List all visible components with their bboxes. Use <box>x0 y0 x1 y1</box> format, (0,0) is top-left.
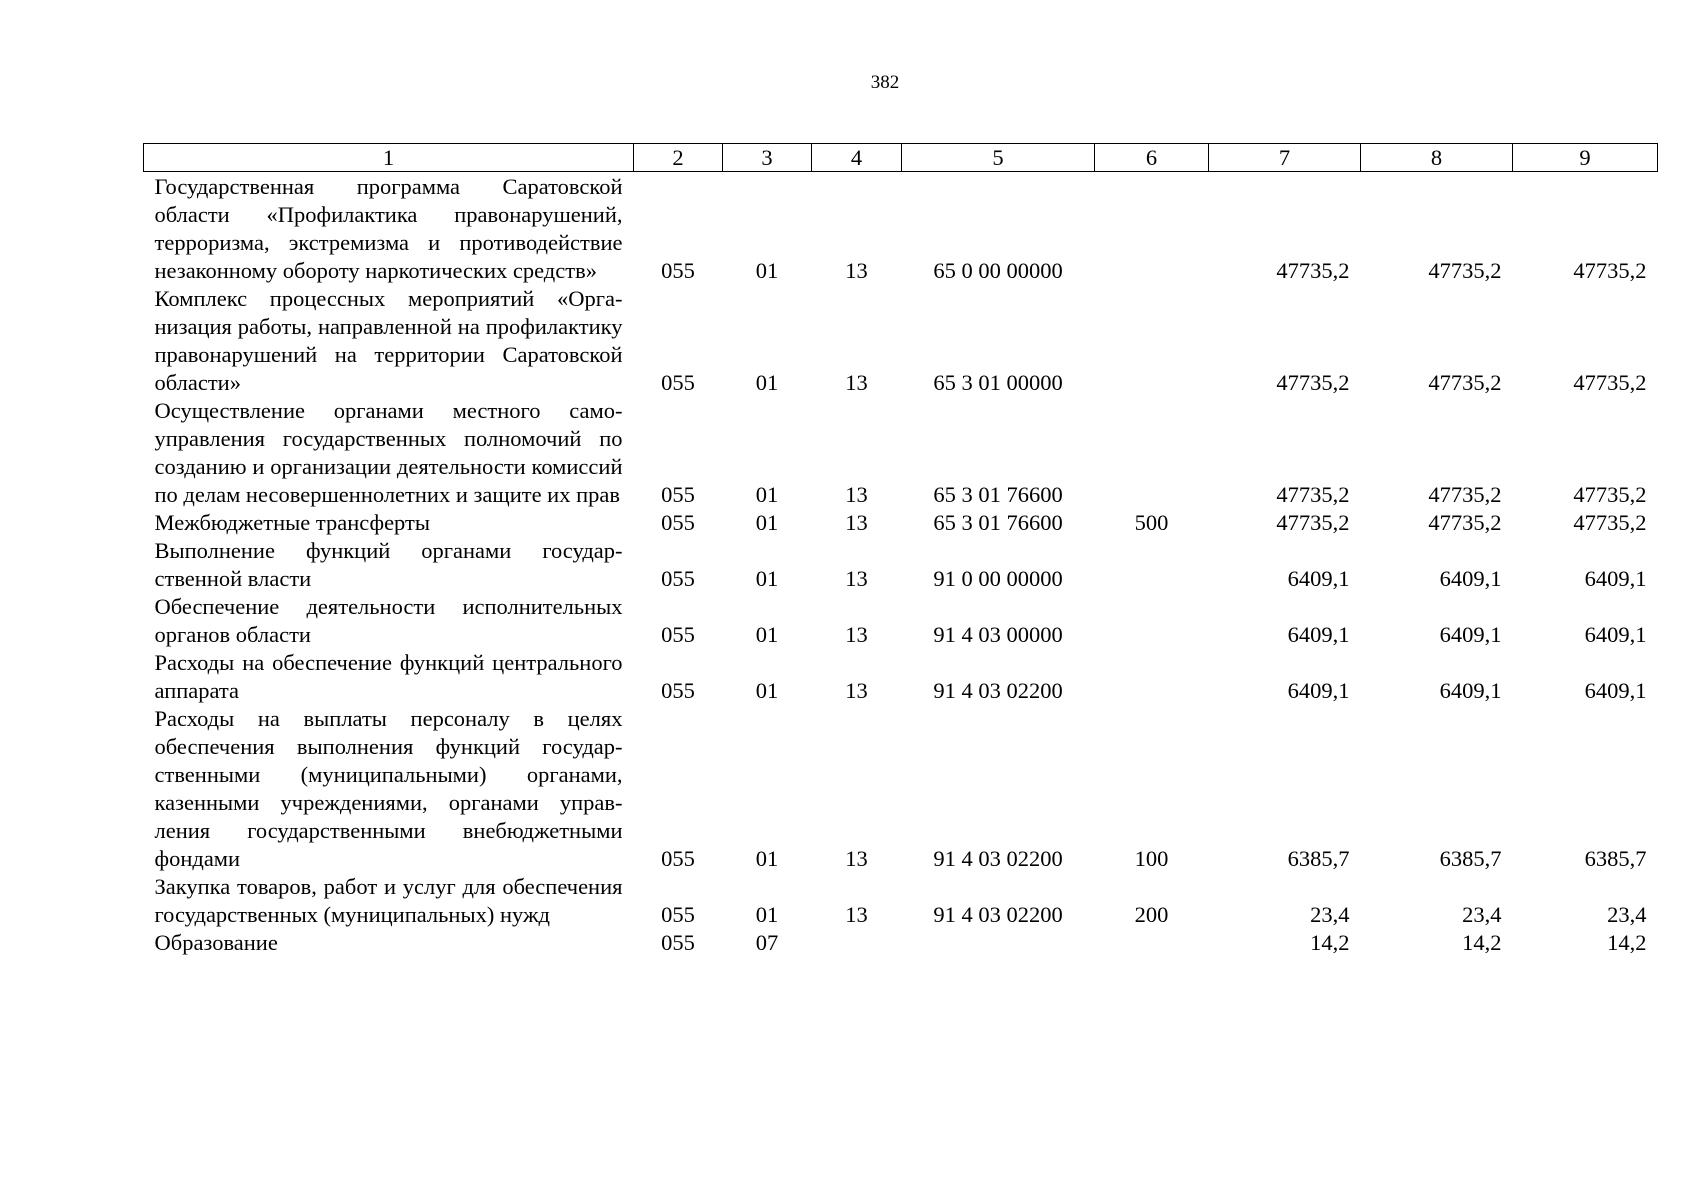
cell-vr <box>1095 593 1209 649</box>
cell-vr: 500 <box>1134 510 1169 535</box>
column-header: 9 <box>1513 144 1658 172</box>
cell-csr: 91 4 03 02200 <box>933 902 1063 927</box>
table-row <box>144 873 1658 929</box>
cell-pr: 13 <box>845 902 868 927</box>
cell-pr <box>812 929 902 957</box>
cell-pr: 13 <box>845 258 868 283</box>
row-name: Осуществление органами местного самоуправления государственных полномочий по созданию и организации деятельности комиссий по делам несовершеннолетних и защите их прав <box>154 398 623 507</box>
table-row <box>144 397 1658 509</box>
row-name: Комплекс процессных мероприятий «Организация работы, направленной на профилактику правонарушений на территории Саратовской области» <box>154 286 623 395</box>
cell-value-1: 47735,2 <box>1276 510 1350 535</box>
row-name: Образование <box>154 930 278 955</box>
row-name: Государственная программа Саратовской области «Профилактика правонарушений, терроризма, экстремизма и противодействие незаконному обороту наркотических средств» <box>154 174 623 283</box>
cell-gr: 055 <box>661 622 695 647</box>
cell-vr <box>1095 285 1209 397</box>
cell-value-3: 23,4 <box>1607 902 1647 927</box>
table-row <box>144 929 1658 957</box>
cell-gr: 055 <box>661 258 695 283</box>
cell-rz: 07 <box>755 930 779 955</box>
cell-value-1: 6409,1 <box>1287 678 1350 703</box>
table-row <box>144 172 1658 286</box>
row-name: Расходы на выплаты персоналу в целях обеспечения выполнения функций государственными (муниципальными) органами, казенными учреждениями, органами управления государственными внебюджетными фондами <box>154 706 623 871</box>
cell-value-2: 47735,2 <box>1428 258 1502 283</box>
cell-csr: 65 3 01 76600 <box>933 482 1063 507</box>
table-row <box>144 285 1658 397</box>
cell-vr <box>1095 649 1209 705</box>
column-header: 4 <box>812 144 902 172</box>
budget-table <box>143 143 1658 957</box>
cell-rz: 01 <box>755 482 779 507</box>
cell-csr: 65 0 00 00000 <box>933 258 1063 283</box>
column-header: 6 <box>1095 144 1209 172</box>
cell-vr <box>1095 929 1209 957</box>
row-name: Обеспечение деятельности исполнительных органов области <box>154 594 623 647</box>
cell-value-1: 6409,1 <box>1287 622 1350 647</box>
cell-rz: 01 <box>755 370 779 395</box>
cell-rz: 01 <box>755 510 779 535</box>
cell-value-1: 47735,2 <box>1276 482 1350 507</box>
column-header: 7 <box>1209 144 1361 172</box>
cell-pr: 13 <box>845 482 868 507</box>
cell-csr: 91 4 03 00000 <box>933 622 1063 647</box>
cell-value-3: 47735,2 <box>1573 482 1647 507</box>
column-header: 5 <box>902 144 1095 172</box>
cell-rz: 01 <box>755 566 779 591</box>
cell-rz: 01 <box>755 846 779 871</box>
cell-pr: 13 <box>845 566 868 591</box>
cell-vr <box>1095 537 1209 593</box>
cell-value-2: 14,2 <box>1462 930 1502 955</box>
cell-pr: 13 <box>845 370 868 395</box>
cell-gr: 055 <box>661 566 695 591</box>
cell-pr: 13 <box>845 678 868 703</box>
column-header: 2 <box>634 144 723 172</box>
cell-value-3: 6409,1 <box>1584 622 1647 647</box>
cell-rz: 01 <box>755 902 779 927</box>
cell-vr <box>1095 397 1209 509</box>
table-row <box>144 705 1658 873</box>
table-row <box>144 593 1658 649</box>
cell-value-3: 6385,7 <box>1584 846 1647 871</box>
cell-value-2: 6385,7 <box>1439 846 1502 871</box>
table-row <box>144 649 1658 705</box>
cell-value-2: 47735,2 <box>1428 370 1502 395</box>
cell-gr: 055 <box>661 902 695 927</box>
cell-gr: 055 <box>661 930 695 955</box>
cell-pr: 13 <box>845 846 868 871</box>
table-row <box>144 509 1658 537</box>
cell-csr: 65 3 01 76600 <box>933 510 1063 535</box>
cell-rz: 01 <box>755 678 779 703</box>
cell-value-2: 6409,1 <box>1439 622 1502 647</box>
cell-csr: 91 0 00 00000 <box>933 566 1063 591</box>
page-number: 382 <box>870 72 900 93</box>
cell-vr: 200 <box>1134 902 1169 927</box>
cell-value-1: 47735,2 <box>1276 370 1350 395</box>
row-name: Межбюджетные трансферты <box>154 510 430 535</box>
column-header: 3 <box>723 144 812 172</box>
column-number-header-row <box>144 144 1658 172</box>
cell-value-1: 6385,7 <box>1287 846 1350 871</box>
cell-vr <box>1095 172 1209 286</box>
column-header: 8 <box>1361 144 1513 172</box>
cell-csr <box>902 929 1095 957</box>
cell-pr: 13 <box>845 622 868 647</box>
cell-value-1: 14,2 <box>1310 930 1350 955</box>
cell-gr: 055 <box>661 482 695 507</box>
cell-gr: 055 <box>661 370 695 395</box>
cell-csr: 91 4 03 02200 <box>933 678 1063 703</box>
cell-value-2: 47735,2 <box>1428 510 1502 535</box>
cell-value-3: 47735,2 <box>1573 258 1647 283</box>
row-name: Закупка товаров, работ и услуг для обеспечения государственных (муниципальных) нужд <box>154 874 623 927</box>
cell-rz: 01 <box>755 258 779 283</box>
cell-value-2: 6409,1 <box>1439 678 1502 703</box>
cell-value-2: 6409,1 <box>1439 566 1502 591</box>
row-name: Выполнение функций органами государственной власти <box>154 538 623 591</box>
cell-csr: 91 4 03 02200 <box>933 846 1063 871</box>
cell-value-2: 23,4 <box>1462 902 1502 927</box>
cell-value-2: 47735,2 <box>1428 482 1502 507</box>
cell-csr: 65 3 01 00000 <box>933 370 1063 395</box>
cell-value-3: 14,2 <box>1607 930 1647 955</box>
cell-pr: 13 <box>845 510 868 535</box>
cell-value-3: 6409,1 <box>1584 566 1647 591</box>
cell-value-3: 47735,2 <box>1573 370 1647 395</box>
cell-gr: 055 <box>661 510 695 535</box>
cell-value-3: 6409,1 <box>1584 678 1647 703</box>
row-name: Расходы на обеспечение функций центрального аппарата <box>154 650 623 703</box>
cell-gr: 055 <box>661 846 695 871</box>
column-header: 1 <box>144 144 634 172</box>
table-row <box>144 537 1658 593</box>
cell-value-1: 6409,1 <box>1287 566 1350 591</box>
cell-rz: 01 <box>755 622 779 647</box>
cell-value-1: 23,4 <box>1310 902 1350 927</box>
cell-value-3: 47735,2 <box>1573 510 1647 535</box>
cell-vr: 100 <box>1134 846 1169 871</box>
cell-value-1: 47735,2 <box>1276 258 1350 283</box>
cell-gr: 055 <box>661 678 695 703</box>
